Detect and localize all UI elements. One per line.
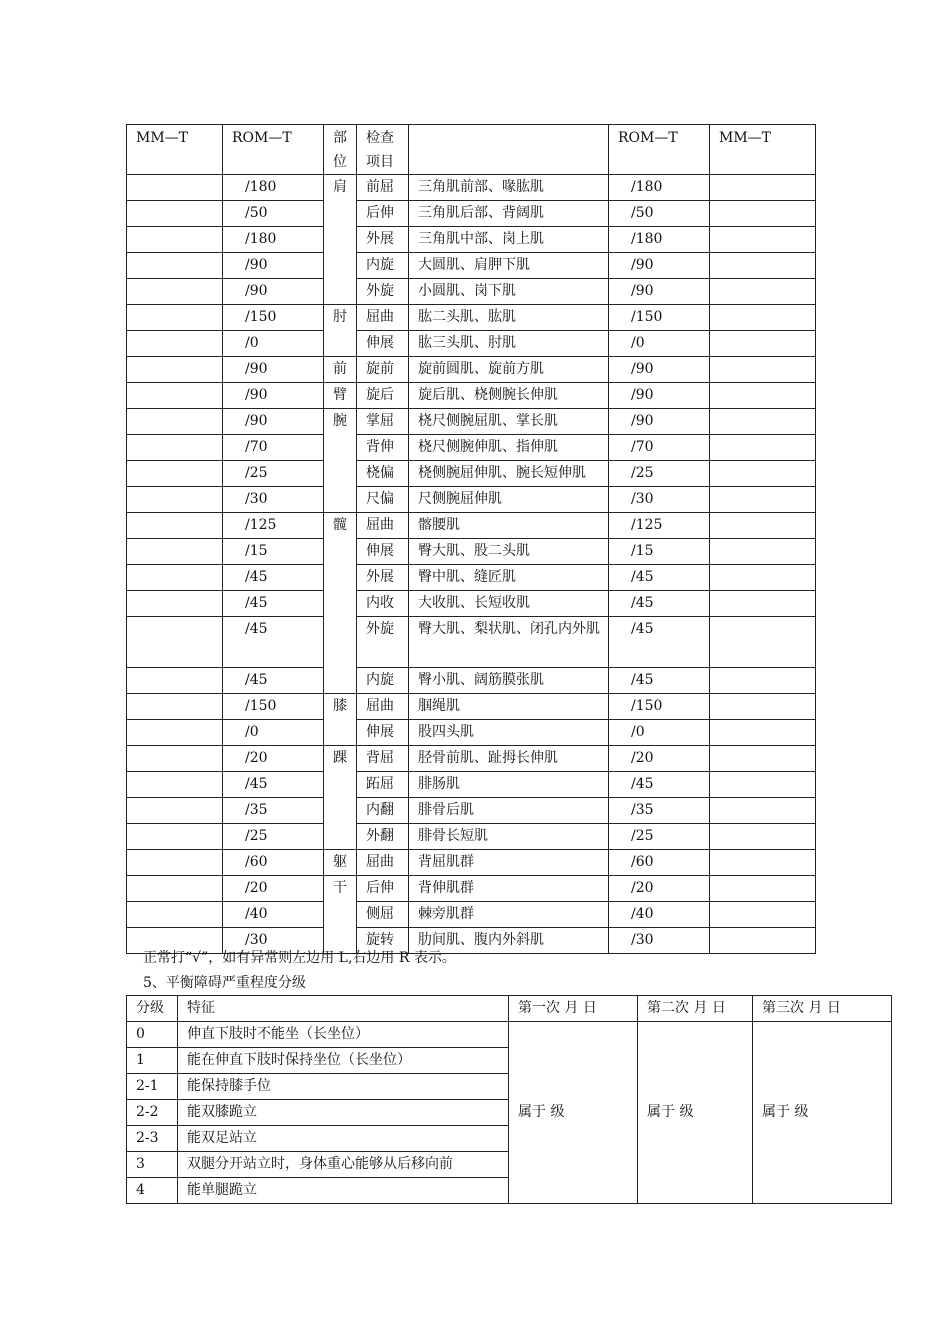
rom-right-cell: /70: [609, 435, 710, 461]
rom-mmt-table: [126, 124, 816, 954]
header-feature: 特征: [178, 996, 509, 1022]
header-rom-right: ROM—T: [609, 125, 710, 175]
item-cell: 尺偏: [357, 487, 409, 513]
item-cell: 侧屈: [357, 902, 409, 928]
muscle-cell: 棘旁肌群: [409, 902, 609, 928]
mmt-right-cell: [710, 227, 816, 253]
rom-left-cell: /150: [223, 694, 324, 720]
mmt-right-cell: [710, 253, 816, 279]
mmt-right-cell: [710, 357, 816, 383]
table-row: [127, 253, 816, 279]
part-cell: 躯: [324, 850, 357, 876]
mmt-right-cell: [710, 201, 816, 227]
header-muscle: [409, 125, 609, 175]
rom-left-cell: /90: [223, 279, 324, 305]
table-row: [127, 591, 816, 617]
rom-right-cell: /150: [609, 694, 710, 720]
mmt-right-cell: [710, 279, 816, 305]
item-cell: 伸展: [357, 539, 409, 565]
table-row: [127, 279, 816, 305]
level-cell: 4: [127, 1178, 178, 1204]
rom-left-cell: /45: [223, 591, 324, 617]
mmt-right-cell: [710, 409, 816, 435]
muscle-cell: 三角肌后部、背阔肌: [409, 201, 609, 227]
rom-left-cell: /30: [223, 487, 324, 513]
mmt-right-cell: [710, 175, 816, 201]
rom-right-cell: /45: [609, 591, 710, 617]
mmt-right-cell: [710, 746, 816, 772]
mmt-left-cell: [127, 798, 223, 824]
rom-left-cell: /0: [223, 720, 324, 746]
mmt-left-cell: [127, 902, 223, 928]
mmt-left-cell: [127, 668, 223, 694]
rom-left-cell: /25: [223, 824, 324, 850]
mmt-left-cell: [127, 694, 223, 720]
muscle-cell: 臀大肌、梨状肌、闭孔内外肌: [409, 617, 609, 668]
rom-right-cell: /45: [609, 617, 710, 668]
muscle-cell: 旋后肌、桡侧腕长伸肌: [409, 383, 609, 409]
muscle-cell: 肋间肌、腹内外斜肌: [409, 928, 609, 954]
muscle-cell: 三角肌中部、岗上肌: [409, 227, 609, 253]
muscle-cell: 三角肌前部、喙肱肌: [409, 175, 609, 201]
rom-table-header: [127, 125, 816, 175]
rom-left-cell: /45: [223, 565, 324, 591]
header-part: 部 位: [324, 125, 357, 175]
level-cell: 2-1: [127, 1074, 178, 1100]
rom-left-cell: /90: [223, 253, 324, 279]
part-cell: 干: [324, 876, 357, 954]
header-mmt-left: MM—T: [127, 125, 223, 175]
rom-left-cell: /20: [223, 746, 324, 772]
rom-right-cell: /180: [609, 227, 710, 253]
mmt-right-cell: [710, 565, 816, 591]
rom-right-cell: /20: [609, 746, 710, 772]
feature-cell: 能保持膝手位: [178, 1074, 509, 1100]
rom-left-cell: /60: [223, 850, 324, 876]
part-cell: 肩: [324, 175, 357, 305]
header-third-visit: 第三次 月 日: [753, 996, 892, 1022]
header-level: 分级: [127, 996, 178, 1022]
mmt-right-cell: [710, 772, 816, 798]
rom-right-cell: /30: [609, 928, 710, 954]
part-cell: 腕: [324, 409, 357, 513]
mmt-right-cell: [710, 305, 816, 331]
part-cell: 肘: [324, 305, 357, 357]
item-cell: 背屈: [357, 746, 409, 772]
rom-left-cell: /45: [223, 617, 324, 668]
result-second-cell: 属于 级: [638, 1022, 753, 1204]
table-row: [127, 487, 816, 513]
mmt-right-cell: [710, 694, 816, 720]
item-cell: 外展: [357, 227, 409, 253]
level-cell: 2-2: [127, 1100, 178, 1126]
rom-left-cell: /15: [223, 539, 324, 565]
muscle-cell: 臀大肌、股二头肌: [409, 539, 609, 565]
muscle-cell: 腘绳肌: [409, 694, 609, 720]
rom-left-cell: /180: [223, 175, 324, 201]
item-cell: 内旋: [357, 253, 409, 279]
muscle-cell: 桡尺侧腕屈肌、掌长肌: [409, 409, 609, 435]
item-cell: 外旋: [357, 279, 409, 305]
mmt-left-cell: [127, 539, 223, 565]
mmt-right-cell: [710, 539, 816, 565]
rom-right-cell: /0: [609, 331, 710, 357]
mmt-right-cell: [710, 850, 816, 876]
mmt-left-cell: [127, 435, 223, 461]
mmt-left-cell: [127, 565, 223, 591]
item-cell: 伸展: [357, 331, 409, 357]
section-title: 5、平衡障碍严重程度分级: [143, 975, 306, 991]
header-second-visit: 第二次 月 日: [638, 996, 753, 1022]
item-cell: 外翻: [357, 824, 409, 850]
table-row: [127, 409, 816, 435]
item-cell: 背伸: [357, 435, 409, 461]
item-cell: 内旋: [357, 668, 409, 694]
muscle-cell: 胫骨前肌、趾拇长伸肌: [409, 746, 609, 772]
muscle-cell: 背伸肌群: [409, 876, 609, 902]
table-row: [127, 876, 816, 902]
part-cell: 前: [324, 357, 357, 383]
level-cell: 1: [127, 1048, 178, 1074]
rom-left-cell: /25: [223, 461, 324, 487]
item-cell: 跖屈: [357, 772, 409, 798]
feature-cell: 能单腿跪立: [178, 1178, 509, 1204]
rom-left-cell: /45: [223, 668, 324, 694]
mmt-left-cell: [127, 513, 223, 539]
item-cell: 桡偏: [357, 461, 409, 487]
part-cell: 髋: [324, 513, 357, 694]
mmt-right-cell: [710, 824, 816, 850]
rom-right-cell: /90: [609, 383, 710, 409]
mmt-right-cell: [710, 513, 816, 539]
table-row: [127, 1022, 892, 1048]
rom-left-cell: /30: [223, 928, 324, 954]
mmt-right-cell: [710, 617, 816, 668]
rom-left-cell: /70: [223, 435, 324, 461]
rom-right-cell: /90: [609, 357, 710, 383]
muscle-cell: 大圆肌、肩胛下肌: [409, 253, 609, 279]
mmt-right-cell: [710, 435, 816, 461]
mmt-right-cell: [710, 461, 816, 487]
level-cell: 2-3: [127, 1126, 178, 1152]
mmt-right-cell: [710, 487, 816, 513]
muscle-cell: 臀中肌、缝匠肌: [409, 565, 609, 591]
table-row: [127, 227, 816, 253]
table-row: [127, 798, 816, 824]
rom-right-cell: /45: [609, 668, 710, 694]
muscle-cell: 旋前圆肌、旋前方肌: [409, 357, 609, 383]
item-cell: 后伸: [357, 876, 409, 902]
mmt-left-cell: [127, 876, 223, 902]
muscle-cell: 股四头肌: [409, 720, 609, 746]
rom-left-cell: /20: [223, 876, 324, 902]
mmt-left-cell: [127, 305, 223, 331]
level-cell: 0: [127, 1022, 178, 1048]
table-row: [127, 175, 816, 201]
header-mmt-right: MM—T: [710, 125, 816, 175]
mmt-left-cell: [127, 331, 223, 357]
rom-right-cell: /30: [609, 487, 710, 513]
item-cell: 屈曲: [357, 513, 409, 539]
muscle-cell: 肱三头肌、肘肌: [409, 331, 609, 357]
table-row: [127, 720, 816, 746]
part-cell: 膝: [324, 694, 357, 746]
rom-left-cell: /150: [223, 305, 324, 331]
table-row: [127, 513, 816, 539]
mmt-left-cell: [127, 175, 223, 201]
rom-right-cell: /0: [609, 720, 710, 746]
rom-right-cell: /40: [609, 902, 710, 928]
feature-cell: 双腿分开站立时，身体重心能够从后移向前: [178, 1152, 509, 1178]
mmt-left-cell: [127, 409, 223, 435]
item-cell: 掌屈: [357, 409, 409, 435]
item-cell: 后伸: [357, 201, 409, 227]
muscle-cell: 大收肌、长短收肌: [409, 591, 609, 617]
item-cell: 旋后: [357, 383, 409, 409]
item-cell: 旋前: [357, 357, 409, 383]
rom-left-cell: /35: [223, 798, 324, 824]
muscle-cell: 肱二头肌、肱肌: [409, 305, 609, 331]
mmt-left-cell: [127, 357, 223, 383]
item-cell: 外展: [357, 565, 409, 591]
rom-left-cell: /45: [223, 772, 324, 798]
rom-left-cell: /180: [223, 227, 324, 253]
rom-left-cell: /50: [223, 201, 324, 227]
mmt-right-cell: [710, 928, 816, 954]
table-row: [127, 357, 816, 383]
table-row: [127, 435, 816, 461]
item-cell: 屈曲: [357, 694, 409, 720]
table-row: [127, 746, 816, 772]
mmt-right-cell: [710, 383, 816, 409]
table-row: [127, 850, 816, 876]
balance-grading-table: [126, 995, 892, 1204]
mmt-left-cell: [127, 201, 223, 227]
feature-cell: 能双膝跪立: [178, 1100, 509, 1126]
muscle-cell: 髂腰肌: [409, 513, 609, 539]
item-cell: 屈曲: [357, 850, 409, 876]
table-row: [127, 305, 816, 331]
rom-left-cell: /125: [223, 513, 324, 539]
result-first-cell: 属于 级: [509, 1022, 638, 1204]
item-cell: 内翻: [357, 798, 409, 824]
mmt-left-cell: [127, 617, 223, 668]
mmt-right-cell: [710, 720, 816, 746]
feature-cell: 能双足站立: [178, 1126, 509, 1152]
rom-right-cell: /125: [609, 513, 710, 539]
rom-right-cell: /90: [609, 279, 710, 305]
rom-right-cell: /35: [609, 798, 710, 824]
rom-right-cell: /180: [609, 175, 710, 201]
item-cell: 屈曲: [357, 305, 409, 331]
note-text: 正常打“√”，如有异常则左边用 L,右边用 R 表示。: [143, 950, 456, 966]
item-cell: 内收: [357, 591, 409, 617]
level-cell: 3: [127, 1152, 178, 1178]
muscle-cell: 腓骨后肌: [409, 798, 609, 824]
item-cell: 前屈: [357, 175, 409, 201]
mmt-right-cell: [710, 668, 816, 694]
table-row: [127, 201, 816, 227]
muscle-cell: 小圆肌、岗下肌: [409, 279, 609, 305]
rom-right-cell: /45: [609, 565, 710, 591]
rom-right-cell: /15: [609, 539, 710, 565]
rom-left-cell: /40: [223, 902, 324, 928]
mmt-right-cell: [710, 798, 816, 824]
muscle-cell: 腓骨长短肌: [409, 824, 609, 850]
table-row: [127, 668, 816, 694]
mmt-left-cell: [127, 772, 223, 798]
rom-right-cell: /90: [609, 253, 710, 279]
table-row: [127, 902, 816, 928]
item-cell: 外旋: [357, 617, 409, 668]
muscle-cell: 桡侧腕屈伸肌、腕长短伸肌: [409, 461, 609, 487]
muscle-cell: 背屈肌群: [409, 850, 609, 876]
table-row: [127, 617, 816, 668]
table-row: [127, 383, 816, 409]
mmt-left-cell: [127, 746, 223, 772]
mmt-right-cell: [710, 876, 816, 902]
table-row: [127, 539, 816, 565]
header-first-visit: 第一次 月 日: [509, 996, 638, 1022]
rom-right-cell: /45: [609, 772, 710, 798]
mmt-left-cell: [127, 850, 223, 876]
muscle-cell: 尺侧腕屈伸肌: [409, 487, 609, 513]
rom-right-cell: /20: [609, 876, 710, 902]
mmt-left-cell: [127, 591, 223, 617]
result-third-cell: 属于 级: [753, 1022, 892, 1204]
header-item: 检查 项目: [357, 125, 409, 175]
table-row: [127, 565, 816, 591]
mmt-left-cell: [127, 279, 223, 305]
mmt-left-cell: [127, 487, 223, 513]
mmt-left-cell: [127, 253, 223, 279]
rom-right-cell: /25: [609, 461, 710, 487]
table-row: [127, 694, 816, 720]
feature-cell: 伸直下肢时不能坐（长坐位）: [178, 1022, 509, 1048]
table-row: [127, 331, 816, 357]
mmt-left-cell: [127, 824, 223, 850]
part-cell: 臂: [324, 383, 357, 409]
part-cell: 踝: [324, 746, 357, 850]
rom-right-cell: /25: [609, 824, 710, 850]
mmt-left-cell: [127, 227, 223, 253]
rom-right-cell: /150: [609, 305, 710, 331]
mmt-left-cell: [127, 383, 223, 409]
table-row: [127, 461, 816, 487]
header-rom-left: ROM—T: [223, 125, 324, 175]
table-row: [127, 824, 816, 850]
mmt-left-cell: [127, 461, 223, 487]
rom-right-cell: /50: [609, 201, 710, 227]
rom-left-cell: /90: [223, 409, 324, 435]
rom-left-cell: /0: [223, 331, 324, 357]
rom-right-cell: /90: [609, 409, 710, 435]
muscle-cell: 桡尺侧腕伸肌、指伸肌: [409, 435, 609, 461]
rom-right-cell: /60: [609, 850, 710, 876]
mmt-left-cell: [127, 720, 223, 746]
mmt-right-cell: [710, 591, 816, 617]
item-cell: 伸展: [357, 720, 409, 746]
mmt-right-cell: [710, 902, 816, 928]
muscle-cell: 腓肠肌: [409, 772, 609, 798]
table-row: [127, 772, 816, 798]
rom-left-cell: /90: [223, 357, 324, 383]
item-cell: 旋转: [357, 928, 409, 954]
muscle-cell: 臀小肌、阔筋膜张肌: [409, 668, 609, 694]
feature-cell: 能在伸直下肢时保持坐位（长坐位）: [178, 1048, 509, 1074]
rom-left-cell: /90: [223, 383, 324, 409]
mmt-right-cell: [710, 331, 816, 357]
balance-table-header: [127, 996, 892, 1022]
